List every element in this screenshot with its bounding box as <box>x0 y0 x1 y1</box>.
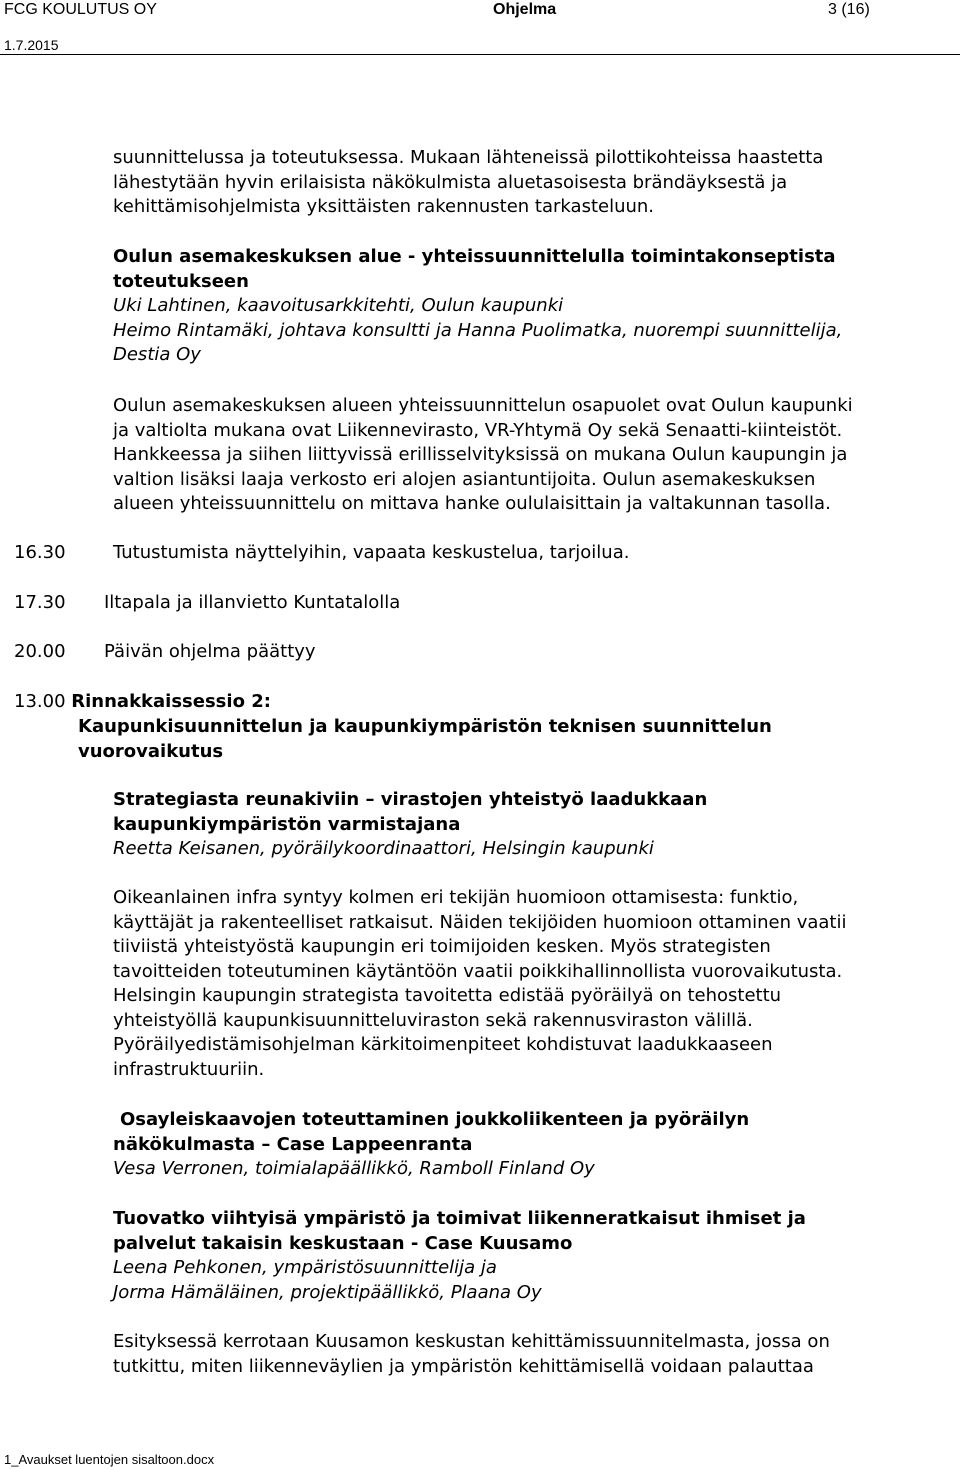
talk-speaker: Reetta Keisanen, pyöräilykoordinaattori, Helsingin kaupunki <box>113 838 654 859</box>
oulu-body-line: Oulun asemakeskuksen alueen yhteissuunnittelun osapuolet ovat Oulun kaupunki <box>113 395 853 416</box>
talk-body-line: Esityksessä kerrotaan Kuusamon keskustan kehittämissuunnitelmasta, jossa on <box>113 1331 830 1352</box>
talk-1 <box>113 788 958 862</box>
oulu-body-line: valtion lisäksi laaja verkosto eri alojen asiantuntijoita. Oulun asemakeskuksen <box>113 468 816 490</box>
document-date: 1.7.2015 <box>4 37 59 53</box>
talk-3-description <box>113 1330 958 1379</box>
schedule-item <box>14 640 316 665</box>
talk-title: Strategiasta reunakiviin – virastojen yhteistyö laadukkaan <box>113 789 708 810</box>
schedule-text: Iltapala ja illanvietto Kuntatalolla <box>104 592 401 613</box>
talk-body-line: tutkittu, miten liikenneväylien ja ympäristön kehittämisellä voidaan palauttaa <box>113 1355 814 1377</box>
oulu-body-line: Hankkeessa ja siihen liittyvissä erillisselvityksissä on mukana Oulun kaupungin ja <box>113 444 848 465</box>
schedule-item <box>14 591 400 616</box>
session-subtitle-line: Kaupunkisuunnittelun ja kaupunkiympäristön teknisen suunnittelun <box>78 716 772 737</box>
oulu-speaker: Destia Oy <box>113 344 201 365</box>
talk-body-line: Oikeanlainen infra syntyy kolmen eri tekijän huomioon ottamisesta: funktio, <box>113 887 799 908</box>
talk-body-line: tiiviistä yhteistyöstä kaupungin eri toimijoiden kesken. Myös strategisten <box>113 936 771 957</box>
schedule-text: Tutustumista näyttelyihin, vapaata keskustelua, tarjoilua. <box>113 542 630 563</box>
intro-line: suunnittelussa ja toteutuksessa. Mukaan lähteneissä pilottikohteissa haastetta <box>113 147 824 168</box>
oulu-title: Oulun asemakeskuksen alue - yhteissuunnittelulla toimintakonseptista <box>113 246 836 267</box>
intro-line: kehittämisohjelmista yksittäisten rakennusten tarkasteluun. <box>113 196 655 217</box>
talk-3 <box>113 1207 958 1305</box>
organization-name: FCG KOULUTUS OY <box>4 1 157 18</box>
page-header <box>0 0 960 58</box>
oulu-title: toteutukseen <box>113 270 249 292</box>
oulu-body-line: alueen yhteissuunnittelu on mittava hanke oululaisittain ja valtakunnan tasolla. <box>113 493 831 514</box>
talk-2 <box>113 1108 958 1182</box>
document-title: Ohjelma <box>493 1 557 18</box>
talk-title: kaupunkiympäristön varmistajana <box>113 813 461 835</box>
talk-body-line: yhteistyöllä kaupunkisuunnitteluviraston sekä rakennusviraston välillä. <box>113 1009 753 1031</box>
talk-title: palvelut takaisin keskustaan - Case Kuusamo <box>113 1232 573 1254</box>
schedule-time: 17.30 <box>14 592 66 613</box>
oulu-speaker: Uki Lahtinen, kaavoitusarkkitehti, Oulun kaupunki <box>113 295 564 316</box>
oulu-speaker: Heimo Rintamäki, johtava konsultti ja Hanna Puolimatka, nuorempi suunnittelija, <box>113 319 843 341</box>
talk-body-line: Helsingin kaupungin strategista tavoitetta edistää pyöräilyä on tehostettu <box>113 985 782 1006</box>
talk-speaker: Jorma Hämäläinen, projektipäällikkö, Plaana Oy <box>113 1281 542 1303</box>
page-number: 3 (16) <box>828 1 870 18</box>
schedule-text: Päivän ohjelma päättyy <box>104 641 316 662</box>
session-subtitle-line: vuorovaikutus <box>78 740 224 762</box>
talk-body-line: käyttäjät ja rakenteelliset ratkaisut. Näiden tekijöiden huomioon ottaminen vaatii <box>113 911 847 933</box>
session-title: Rinnakkaissessio 2: <box>71 691 271 712</box>
talk-speaker: Vesa Verronen, toimialapäällikkö, Ramboll Finland Oy <box>113 1158 595 1179</box>
talk-1-description <box>113 886 958 1082</box>
session-heading <box>14 690 271 715</box>
talk-title: näkökulmasta – Case Lappeenranta <box>113 1133 473 1155</box>
schedule-item <box>14 541 629 566</box>
talk-body-line: Pyöräilyedistämisohjelman kärkitoimenpiteet kohdistuvat laadukkaaseen <box>113 1034 773 1055</box>
intro-paragraph <box>113 146 958 220</box>
talk-speaker: Leena Pehkonen, ympäristösuunnittelija ja <box>113 1257 497 1278</box>
oulu-section <box>113 245 958 368</box>
header-divider <box>0 54 960 55</box>
oulu-body-line: ja valtiolta mukana ovat Liikennevirasto, VR-Yhtymä Oy sekä Senaatti-kiinteistöt. <box>113 419 843 441</box>
intro-line: lähestytään hyvin erilaisista näkökulmista aluetasoisesta brändäyksestä ja <box>113 171 788 193</box>
session-time: 13.00 <box>14 691 66 712</box>
session-subtitle <box>78 715 772 764</box>
oulu-description <box>113 394 958 517</box>
schedule-time: 20.00 <box>14 641 66 662</box>
talk-title: Tuovatko viihtyisä ympäristö ja toimivat liikenneratkaisut ihmiset ja <box>113 1208 806 1229</box>
talk-title: Osayleiskaavojen toteuttaminen joukkoliikenteen ja pyöräilyn <box>120 1109 750 1130</box>
talk-body-line: infrastruktuuriin. <box>113 1058 265 1080</box>
footer-filename: 1_Avaukset luentojen sisaltoon.docx <box>4 1452 215 1467</box>
talk-body-line: tavoitteiden toteutuminen käytäntöön vaatii poikkihallinnollista vuorovaikutusta. <box>113 960 843 982</box>
schedule-time: 16.30 <box>14 542 66 563</box>
